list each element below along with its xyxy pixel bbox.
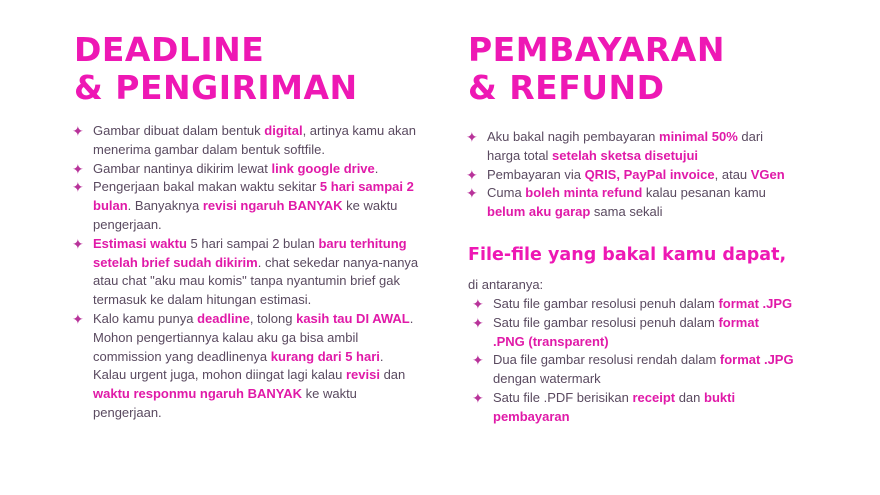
body-text: Satu file .PDF berisikan <box>493 389 633 405</box>
highlight-text: baru terhitung setelah brief sudah dikirim <box>93 235 407 270</box>
deadline-title-line1: DEADLINE <box>74 30 265 69</box>
body-text: Pembayaran via <box>487 166 585 182</box>
sparkle-icon: ✦ <box>72 160 84 177</box>
body-text: Kalo kamu punya <box>93 310 198 326</box>
highlight-text: VGen <box>750 166 785 182</box>
sparkle-icon: ✦ <box>466 129 478 145</box>
body-text: . Kalau urgent juga, mohon diingat lagi kalau <box>93 348 384 383</box>
files-list <box>474 295 794 427</box>
body-text: . Banyaknya <box>127 198 203 214</box>
body-text: sama sekali <box>590 204 663 220</box>
highlight-text: boleh minta refund <box>525 185 643 201</box>
body-text: Pengerjaan bakal makan waktu sekitar <box>93 179 320 195</box>
sparkle-icon: ✦ <box>466 185 478 202</box>
highlight-text: QRIS, PayPal invoice <box>584 166 715 182</box>
body-text: Dua file gambar resolusi rendah dalam <box>493 352 720 368</box>
body-text: dan <box>675 389 705 405</box>
list-item <box>468 128 798 166</box>
list-item <box>468 184 798 222</box>
payment-title-line1: PEMBAYARAN <box>468 30 725 69</box>
highlight-text: format .PNG (transparent) <box>493 314 759 349</box>
sparkle-icon: ✦ <box>472 352 484 369</box>
highlight-text: deadline <box>197 310 250 326</box>
sparkle-icon: ✦ <box>466 166 478 183</box>
body-text: dengan watermark <box>493 371 601 387</box>
highlight-text: 5 hari sampai 2 bulan <box>93 179 414 214</box>
deadline-title-line2: & PENGIRIMAN <box>74 68 358 107</box>
sparkle-icon: ✦ <box>72 310 84 327</box>
body-text: , artinya kamu akan menerima gambar dalam bentuk softfile. <box>93 123 417 157</box>
list-item <box>74 310 419 423</box>
body-text: dan <box>379 367 406 383</box>
body-text: Satu file gambar resolusi penuh dalam <box>493 314 719 330</box>
body-text: , tolong <box>249 310 297 326</box>
list-item <box>468 166 798 185</box>
sparkle-icon: ✦ <box>72 123 84 139</box>
payment-title-line2: & REFUND <box>468 68 665 107</box>
highlight-text: waktu responmu ngaruh BANYAK <box>93 386 302 402</box>
body-text: . Mohon pengertiannya kalau aku ga bisa ambil commission yang deadlinenya <box>93 310 414 364</box>
body-text: Gambar dibuat dalam bentuk <box>93 123 265 138</box>
highlight-text: Estimasi waktu <box>93 235 187 251</box>
files-title: File-file yang bakal kamu dapat, <box>468 245 787 265</box>
body-text: dari harga total <box>487 129 764 163</box>
body-text: Satu file gambar resolusi penuh dalam <box>493 296 719 311</box>
highlight-text: minimal 50% <box>659 129 738 144</box>
body-text: 5 hari sampai 2 bulan <box>186 235 319 251</box>
body-text: . <box>374 160 379 176</box>
highlight-text: format .JPG <box>718 296 793 311</box>
body-text: Cuma <box>487 185 526 201</box>
highlight-text: format .JPG <box>719 352 794 368</box>
highlight-text: kurang dari 5 hari <box>270 348 380 364</box>
sparkle-icon: ✦ <box>472 296 484 312</box>
deadline-list <box>74 122 419 423</box>
body-text: Aku bakal nagih pembayaran <box>487 129 660 144</box>
body-text: . chat sekedar nanya-nanya atau chat "aku mau komis" tanpa nyantumin brief gak termasuk ke dalam hitungan estimasi. <box>93 254 419 308</box>
body-text: Gambar nantinya dikirim lewat <box>93 160 272 176</box>
sparkle-icon: ✦ <box>472 314 484 331</box>
sparkle-icon: ✦ <box>72 235 84 252</box>
body-text: , atau <box>714 166 751 182</box>
list-item <box>474 295 794 314</box>
highlight-text: kasih tau DI AWAL <box>296 310 410 326</box>
sparkle-icon: ✦ <box>72 179 84 196</box>
highlight-text: setelah sketsa disetujui <box>552 147 698 163</box>
highlight-text: bukti pembayaran <box>493 389 736 424</box>
highlight-text: revisi <box>345 367 380 383</box>
list-item <box>74 122 419 160</box>
payment-list <box>468 128 798 222</box>
body-text: kalau pesanan kamu <box>642 185 766 201</box>
list-item <box>474 314 794 352</box>
body-text: ke waktu pengerjaan. <box>93 386 357 420</box>
highlight-text: receipt <box>632 389 676 405</box>
list-item <box>74 178 419 234</box>
deadline-title <box>74 31 358 107</box>
highlight-text: link google drive <box>271 160 375 176</box>
list-item <box>474 389 794 427</box>
files-intro: di antaranya: <box>468 277 544 292</box>
sparkle-icon: ✦ <box>472 389 484 406</box>
highlight-text: digital <box>264 123 303 138</box>
highlight-text: revisi ngaruh BANYAK <box>202 198 343 214</box>
list-item <box>474 351 794 389</box>
list-item <box>74 235 419 310</box>
body-text: ke waktu pengerjaan. <box>93 198 398 232</box>
list-item <box>74 160 419 179</box>
payment-title <box>468 31 725 107</box>
highlight-text: belum aku garap <box>487 204 591 220</box>
